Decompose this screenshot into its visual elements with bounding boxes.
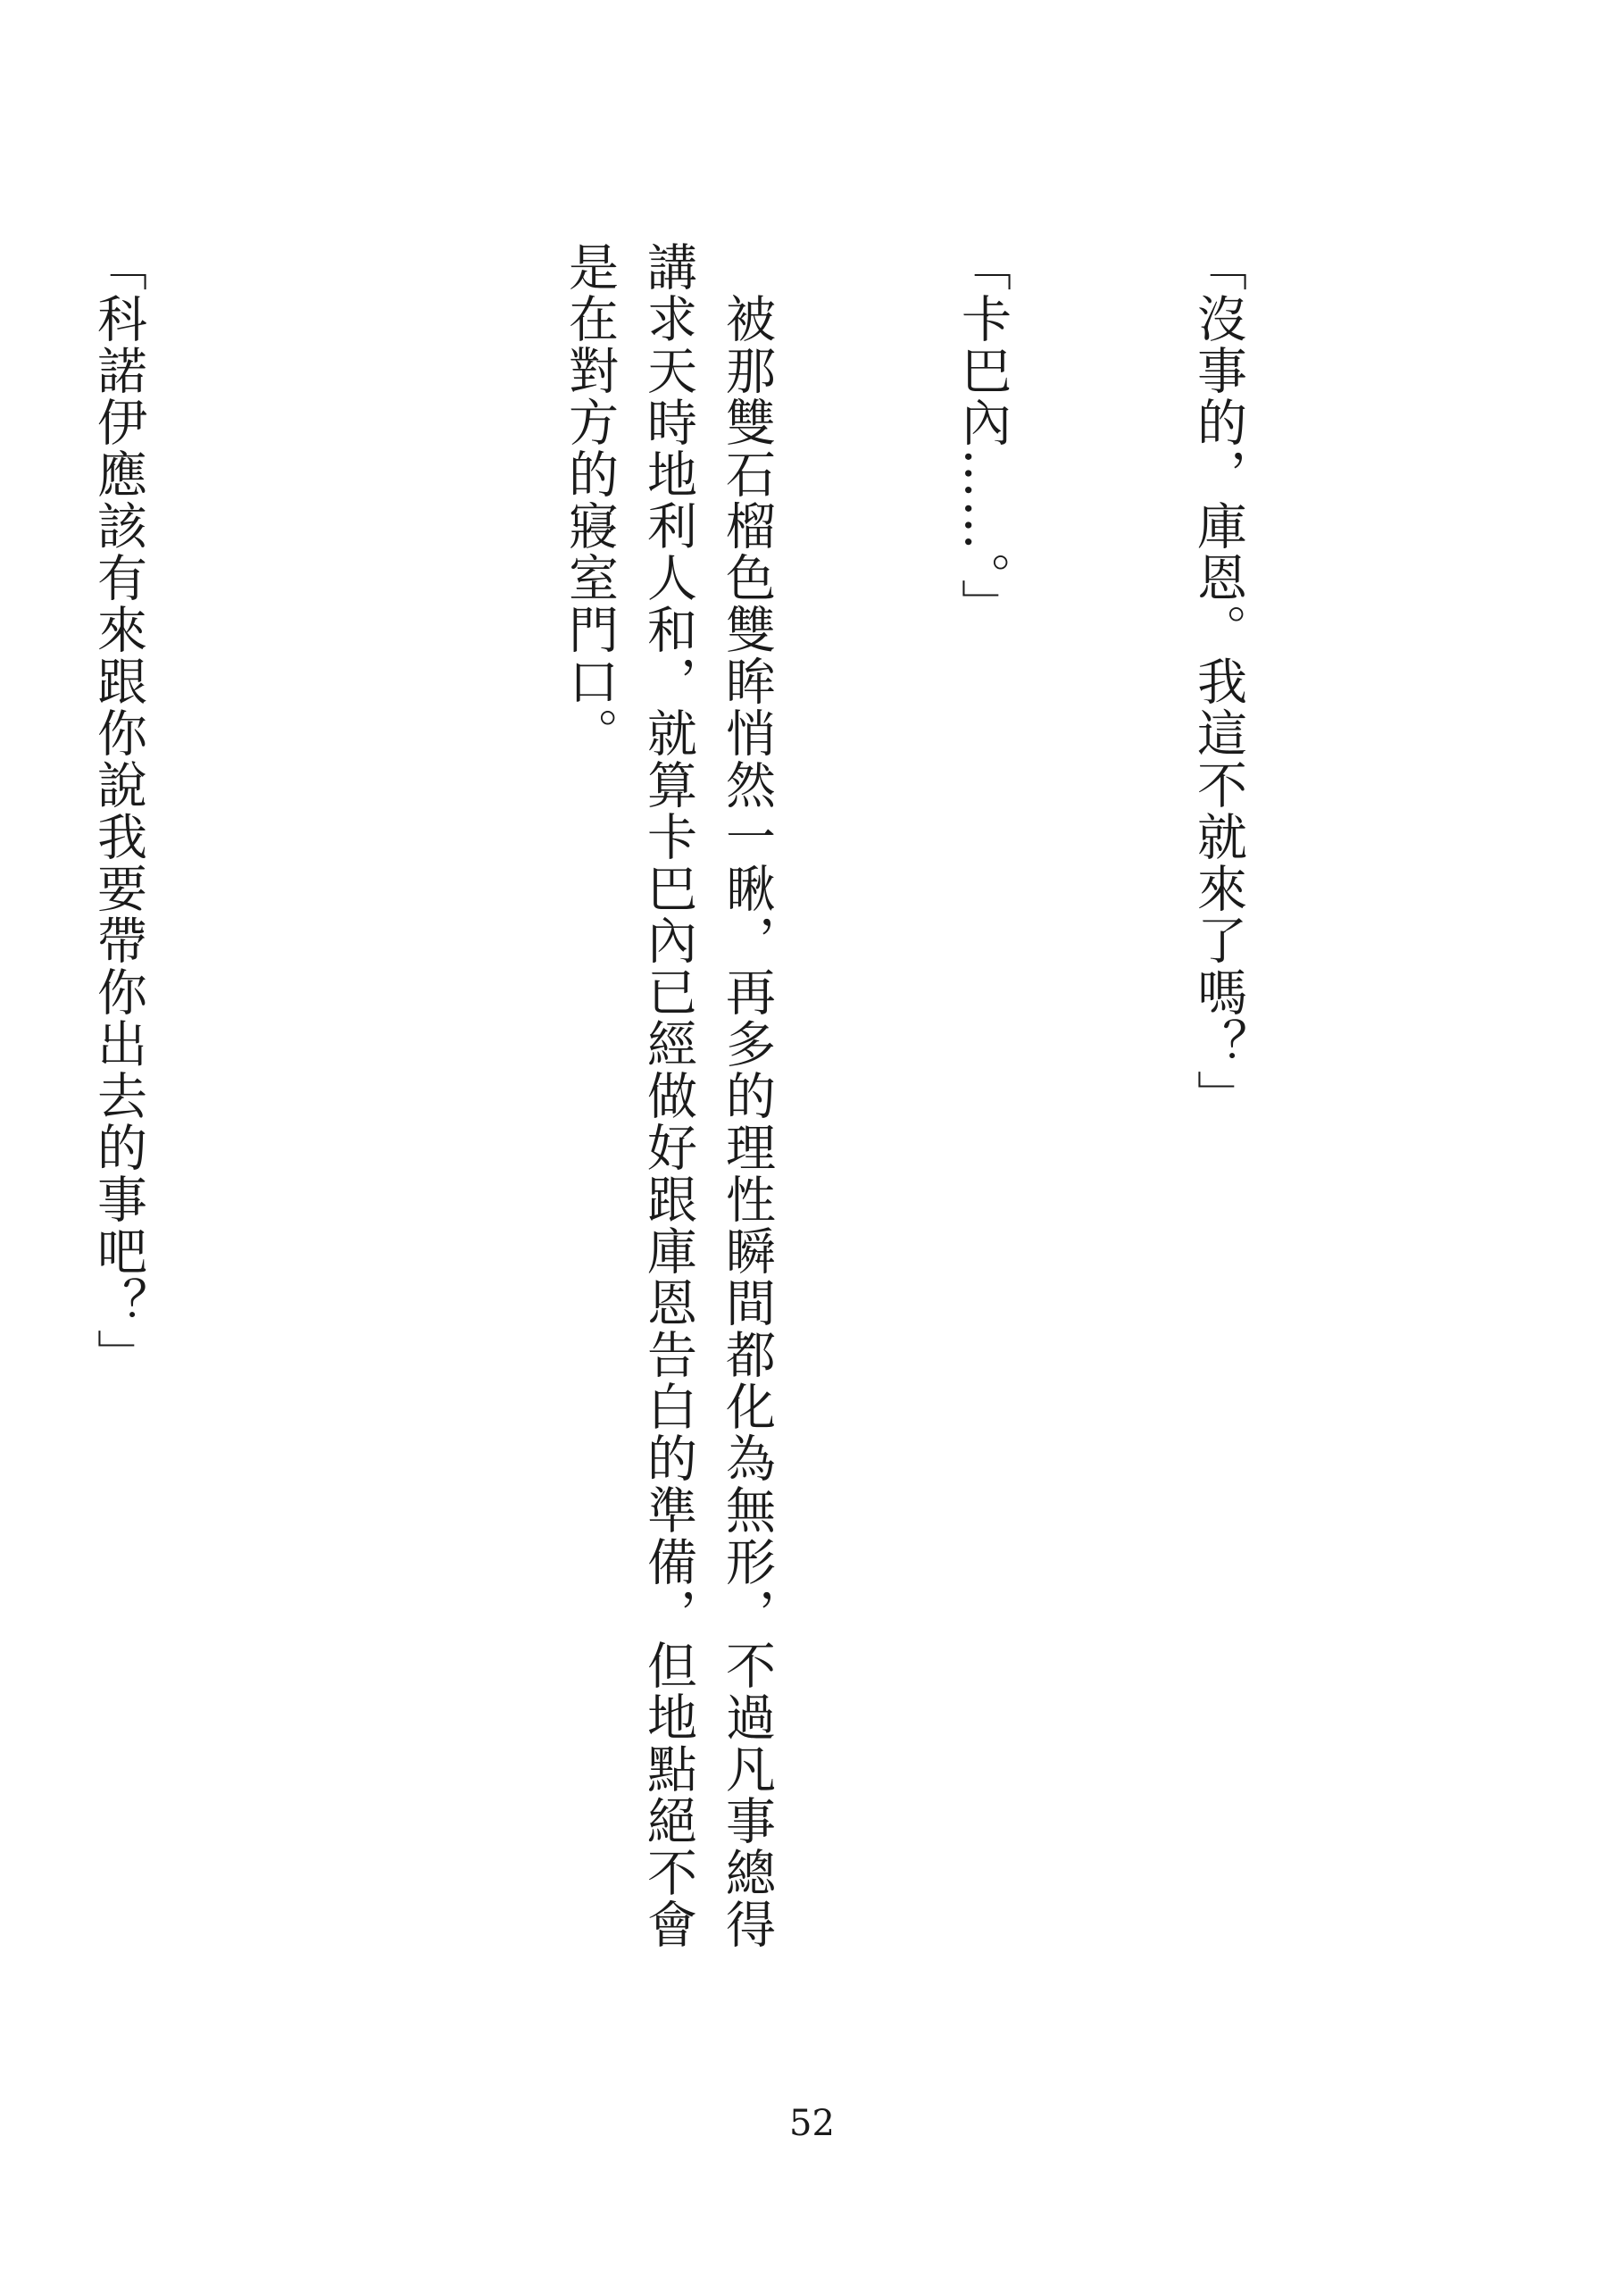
- paragraph: 「沒事的，庫恩。我這不就來了嗎？」: [1189, 241, 1247, 1122]
- page-number: 52: [789, 2103, 835, 2144]
- paragraph-spacer: [314, 241, 393, 2000]
- paragraph: 被那雙石榴色雙眸悄然一瞅，再多的理性瞬間都化為無形，不過凡事總得講求天時地利人和，就算卡巴內已經做好跟庫恩告白的準備，但地點絕不會是在對方的寢室門口。: [561, 241, 776, 1950]
- vertical-text-block: [89, 241, 1414, 2000]
- paragraph: 「科諾伊應該有來跟你說我要帶你出去的事吧？」: [89, 241, 147, 1381]
- paragraph: 「卡巴內……。」: [954, 241, 1012, 630]
